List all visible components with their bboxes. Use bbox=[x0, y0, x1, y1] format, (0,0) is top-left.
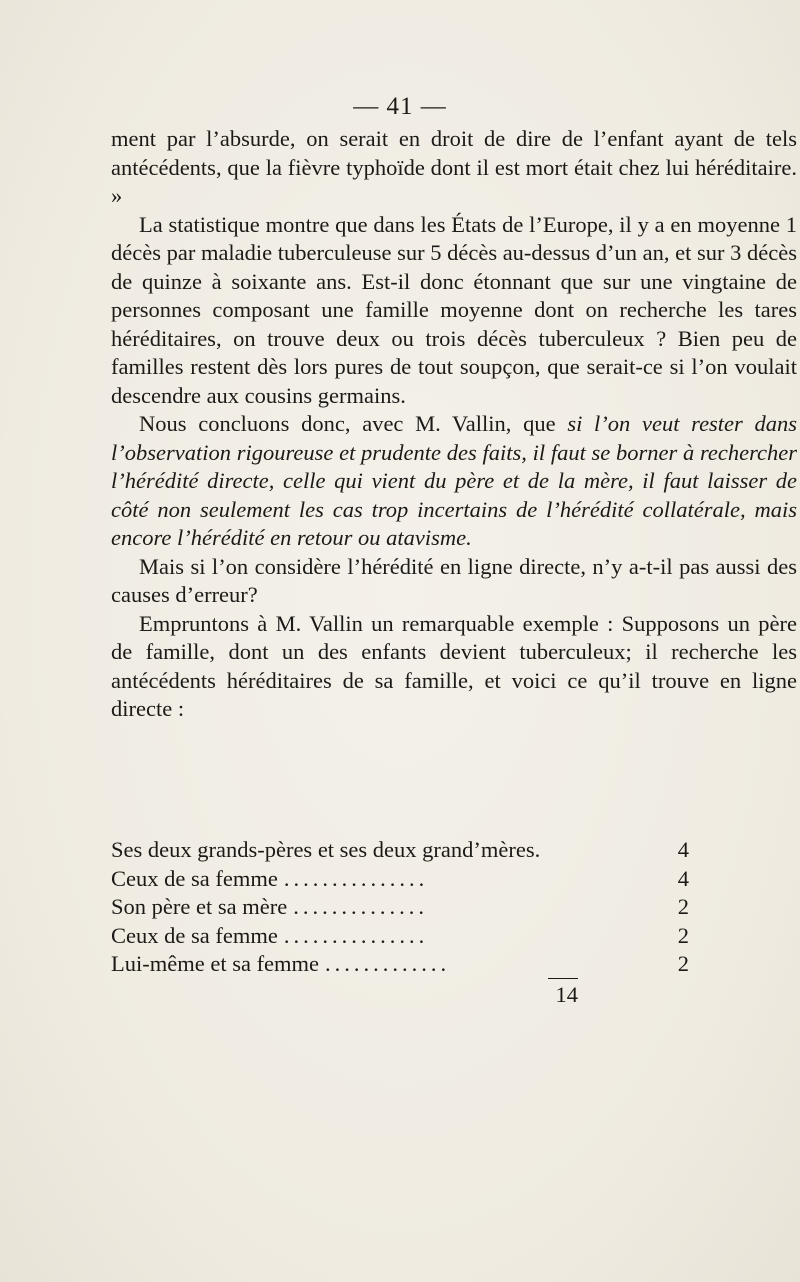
table-row bbox=[111, 950, 689, 979]
table-row bbox=[111, 836, 689, 865]
row-value: 4 bbox=[677, 865, 689, 891]
row-label: Ceux de sa femme bbox=[111, 865, 278, 891]
page-number: — 41 — bbox=[353, 93, 447, 120]
row-label: Son père et sa mère bbox=[111, 894, 288, 919]
body-text bbox=[111, 125, 797, 724]
row-label: Ses deux grands-pères et ses deux grand’mères. bbox=[111, 837, 541, 862]
paragraph-3-quote: si l’on veut rester dans l’observation rigoureuse et prudente des faits, il faut se borner à rechercher l’hérédité directe, celle qui vient du père et de la mère, il faut laisser de côté non seulement les cas trop incertains de l’hérédité collatérale, mais encore l’hérédité en retour ou atavisme. bbox=[111, 411, 798, 550]
sum-rule bbox=[548, 978, 578, 979]
paragraph-4: Mais si l’on considère l’hérédité en ligne directe, n’y a-t-il pas aussi des causes d’erreur? bbox=[111, 553, 797, 607]
paragraph-1: ment par l’absurde, on serait en droit de dire de l’enfant ayant de tels antécédents, que la fièvre typhoïde dont il est mort était chez lui héréditaire. » bbox=[111, 126, 797, 208]
ancestors-table bbox=[111, 836, 689, 979]
table-row bbox=[111, 922, 689, 951]
paragraph-3 bbox=[111, 410, 797, 553]
row-leader-dots: .............. bbox=[293, 894, 428, 919]
row-label: Lui-même et sa femme bbox=[111, 951, 320, 976]
row-value: 2 bbox=[677, 922, 689, 948]
paragraph-2: La statistique montre que dans les États de l’Europe, il y a en moyenne 1 décès par maladie tuberculeuse sur 5 décès au-dessus d’un an, et sur 3 décès de quinze à soixante ans. Est-il donc étonnant que sur une vingtaine de personnes composant une famille moyenne dont on recherche les tares héréditaires, on trouve deux ou trois décès tuberculeux ? Bien peu de familles restent dès lors pures de tout soupçon, que serait-ce si l’on voulait descendre aux cousins germains. bbox=[111, 211, 797, 408]
paragraph-3-lead: Nous concluons donc, avec M. Vallin, que bbox=[139, 411, 568, 436]
row-leader-dots: ............... bbox=[283, 922, 429, 948]
paragraph-5: Empruntons à M. Vallin un remarquable exemple : Supposons un père de famille, dont un des enfants devient tuberculeux; il recherche les antécédents héréditaires de sa famille, et voici ce qu’il trouve en ligne directe : bbox=[111, 610, 797, 721]
table-row bbox=[111, 893, 689, 922]
row-value: 2 bbox=[677, 951, 689, 976]
row-leader-dots: ............. bbox=[325, 951, 451, 976]
table-total: 14 bbox=[555, 982, 578, 1007]
row-value: 4 bbox=[677, 837, 689, 862]
row-leader-dots: ............... bbox=[283, 865, 429, 891]
row-value: 2 bbox=[677, 894, 689, 919]
row-label: Ceux de sa femme bbox=[111, 922, 278, 948]
table-row bbox=[111, 865, 689, 894]
